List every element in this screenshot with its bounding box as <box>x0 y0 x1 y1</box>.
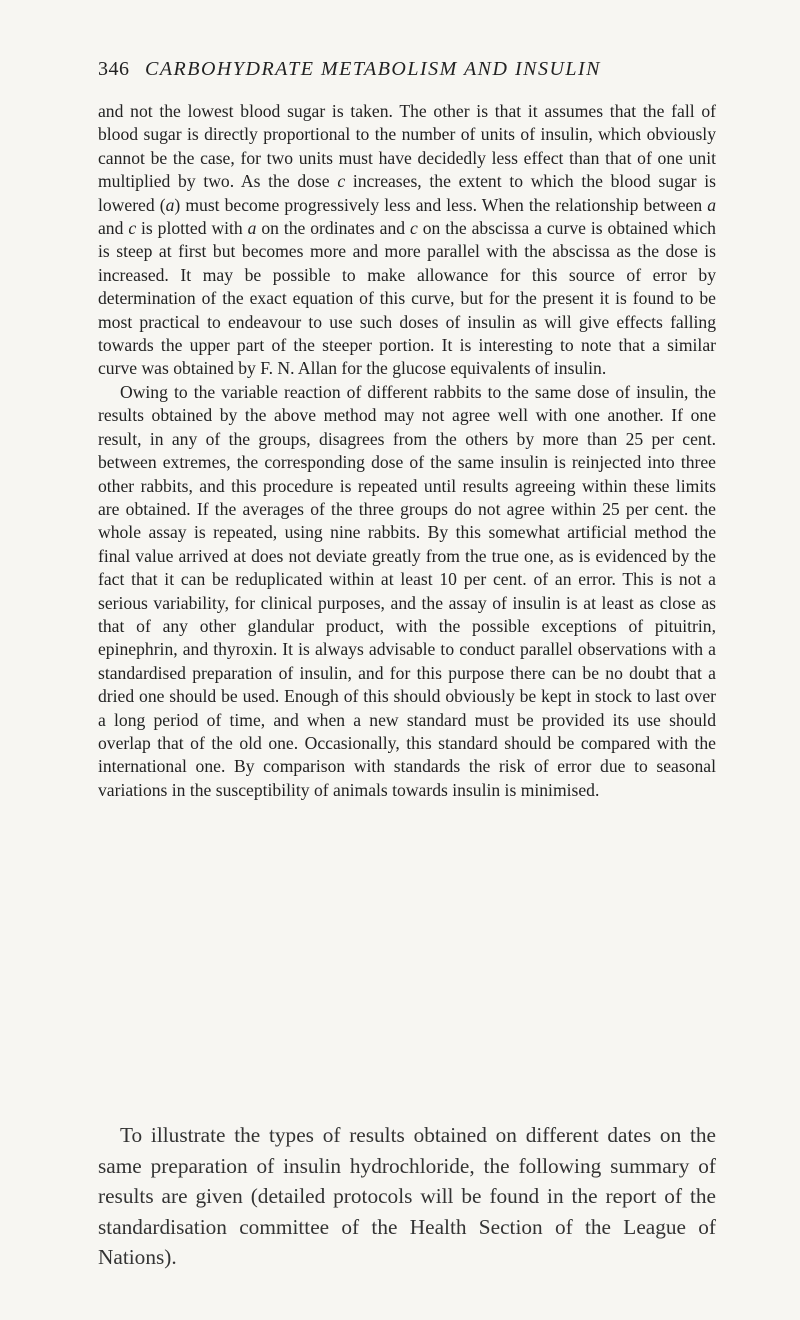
body-text <box>98 100 716 802</box>
running-title: CARBOHYDRATE METABOLISM AND INSULIN <box>145 58 602 80</box>
paragraph-1: and not the lowest blood sugar is taken. The other is that it assumes that the fall of blood sugar is directly proportional to the number of units of insulin, which obviously cannot be the case, for two units must have decidedly less effect than that of one unit multiplied by two. As the dose c increases, the extent to which the blood sugar is lowered (a) must become progressively less and less. When the relationship between a and c is plotted with a on the ordinates and c on the abscissa a curve is obtained which is steep at first but becomes more and more parallel with the abscissa as the dose is increased. It may be possible to make allowance for this source of error by determination of the exact equation of this curve, but for the present it is found to be most practical to endeavour to use such doses of insulin as will give effects falling towards the upper part of the steeper portion. It is interesting to note that a similar curve was obtained by F. N. Allan for the glucose equivalents of insulin. <box>98 101 717 379</box>
paragraph-2: Owing to the variable reaction of different rabbits to the same dose of insulin, the results obtained by the above method may not agree well with one another. If one result, in any of the groups, disagrees from the others by more than 25 per cent. between extremes, the corresponding dose of the same insulin is reinjected into three other rabbits, and this procedure is repeated until results agreeing within these limits are obtained. If the averages of the three groups do not agree within 25 per cent. the whole assay is repeated, using nine rabbits. By this somewhat artificial method the final value arrived at does not deviate greatly from the true one, as is evidenced by the fact that it can be reduplicated within at least 10 per cent. of an error. This is not a serious variability, for clinical purposes, and the assay of insulin is at least as close as that of any other glandular product, with the possible exceptions of pituitrin, epinephrin, and thyroxin. It is always advisable to conduct parallel observations with a standardised preparation of insulin, and for this purpose there can be no doubt that a dried one should be used. Enough of this should obviously be kept in stock to last over a long period of time, and when a new standard must be provided its use should overlap that of the old one. Occasionally, this standard should be compared with the international one. By comparison with standards the risk of error due to seasonal variations in the susceptibility of animals towards insulin is minimised. <box>98 381 716 800</box>
paragraph-3: To illustrate the types of results obtained on different dates on the same preparation of insulin hydrochloride, the following summary of results are given (detailed protocols will be found in the report of the standardisation committee of the Health Section of the League of Nations). <box>98 1123 716 1270</box>
page-number: 346 <box>98 58 130 80</box>
running-header <box>98 58 718 81</box>
closing-paragraph-block <box>98 1120 716 1273</box>
